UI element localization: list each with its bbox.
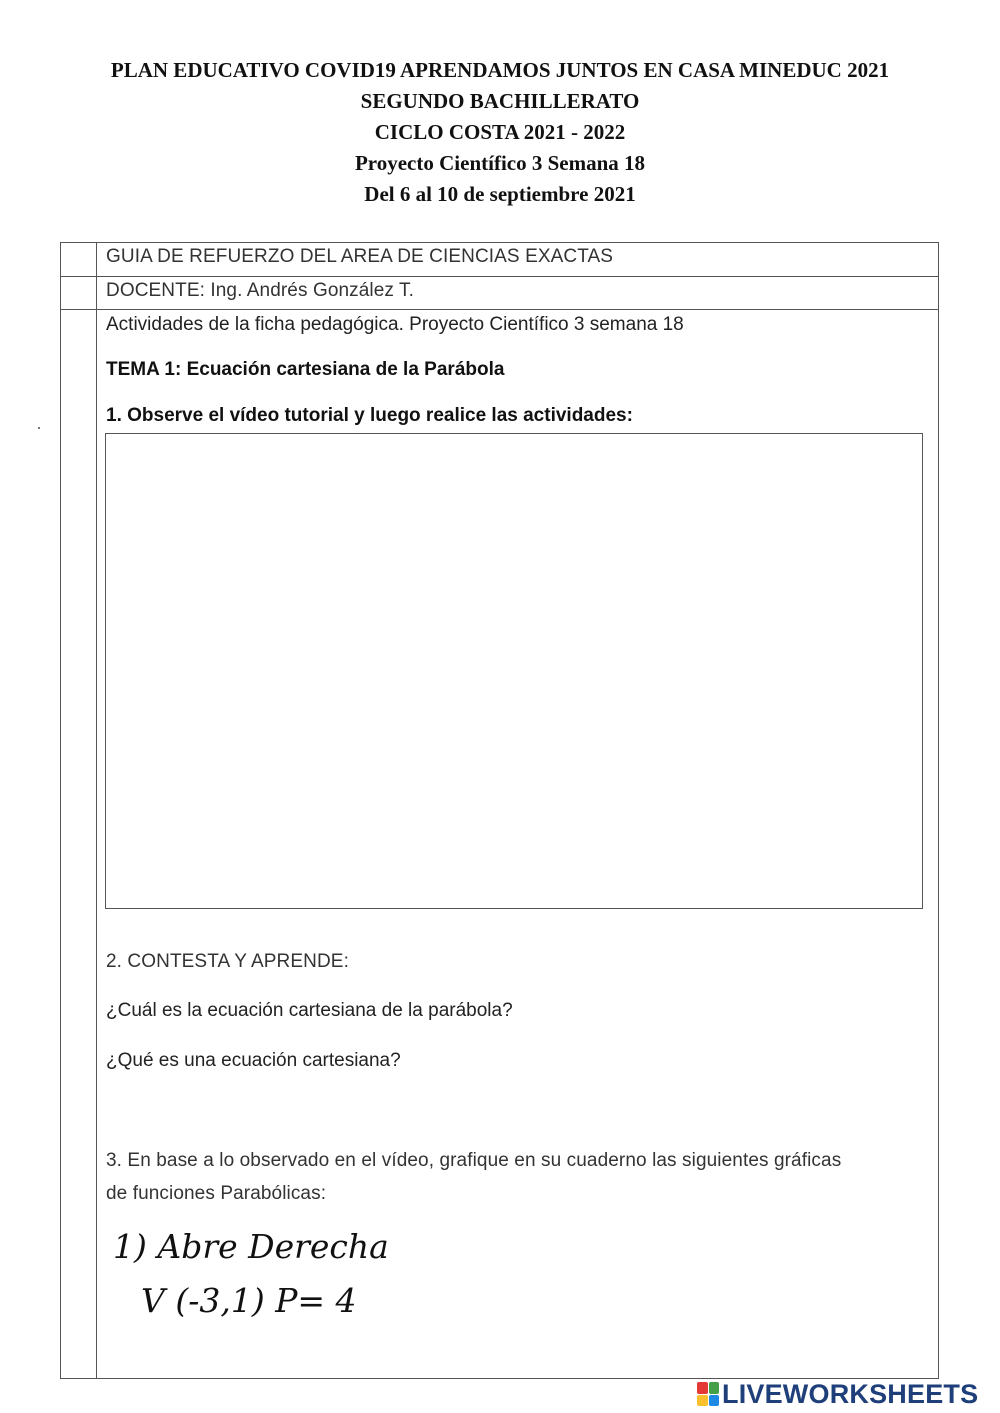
liveworksheets-logo-icon xyxy=(697,1382,719,1406)
table-row-divider-1 xyxy=(61,276,938,277)
step-3-instruction-line-1: 3. En base a lo observado en el vídeo, grafique en su cuaderno las siguientes gráficas xyxy=(106,1150,842,1171)
liveworksheets-logo-text: LIVEWORKSHEETS xyxy=(722,1378,979,1409)
step-3-instruction-line-2: de funciones Parabólicas: xyxy=(106,1183,327,1204)
area-title: GUIA DE REFUERZO DEL AREA DE CIENCIAS EXACTAS xyxy=(106,246,614,267)
document-header xyxy=(0,55,1000,210)
teacher-name: DOCENTE: Ing. Andrés González T. xyxy=(106,280,415,301)
activities-intro: Actividades de la ficha pedagógica. Proyecto Científico 3 semana 18 xyxy=(106,314,684,335)
handwritten-exercise-line-2: V (-3,1) P= 4 xyxy=(141,1281,357,1320)
table-row-divider-2 xyxy=(61,309,938,310)
header-line-1: PLAN EDUCATIVO COVID19 APRENDAMOS JUNTOS EN CASA MINEDUC 2021 xyxy=(110,58,890,82)
worksheet-table xyxy=(60,242,939,1379)
header-line-3: CICLO COSTA 2021 - 2022 xyxy=(374,120,626,144)
header-line-5: Del 6 al 10 de septiembre 2021 xyxy=(364,182,636,206)
question-1: ¿Cuál es la ecuación cartesiana de la parábola? xyxy=(106,1000,513,1021)
handwritten-exercise-line-1: 1) Abre Derecha xyxy=(113,1227,389,1266)
step-2-heading: 2. CONTESTA Y APRENDE: xyxy=(106,951,349,972)
video-embed-area[interactable] xyxy=(105,433,923,909)
stray-dot xyxy=(38,427,40,429)
header-line-2: SEGUNDO BACHILLERATO xyxy=(360,89,640,113)
liveworksheets-logo xyxy=(697,1379,978,1409)
question-2: ¿Qué es una ecuación cartesiana? xyxy=(106,1050,401,1071)
header-line-4: Proyecto Científico 3 Semana 18 xyxy=(354,151,646,175)
table-column-divider xyxy=(96,243,97,1378)
step-1-instruction: 1. Observe el vídeo tutorial y luego realice las actividades: xyxy=(106,405,633,426)
topic-heading: TEMA 1: Ecuación cartesiana de la Parábola xyxy=(106,359,505,380)
